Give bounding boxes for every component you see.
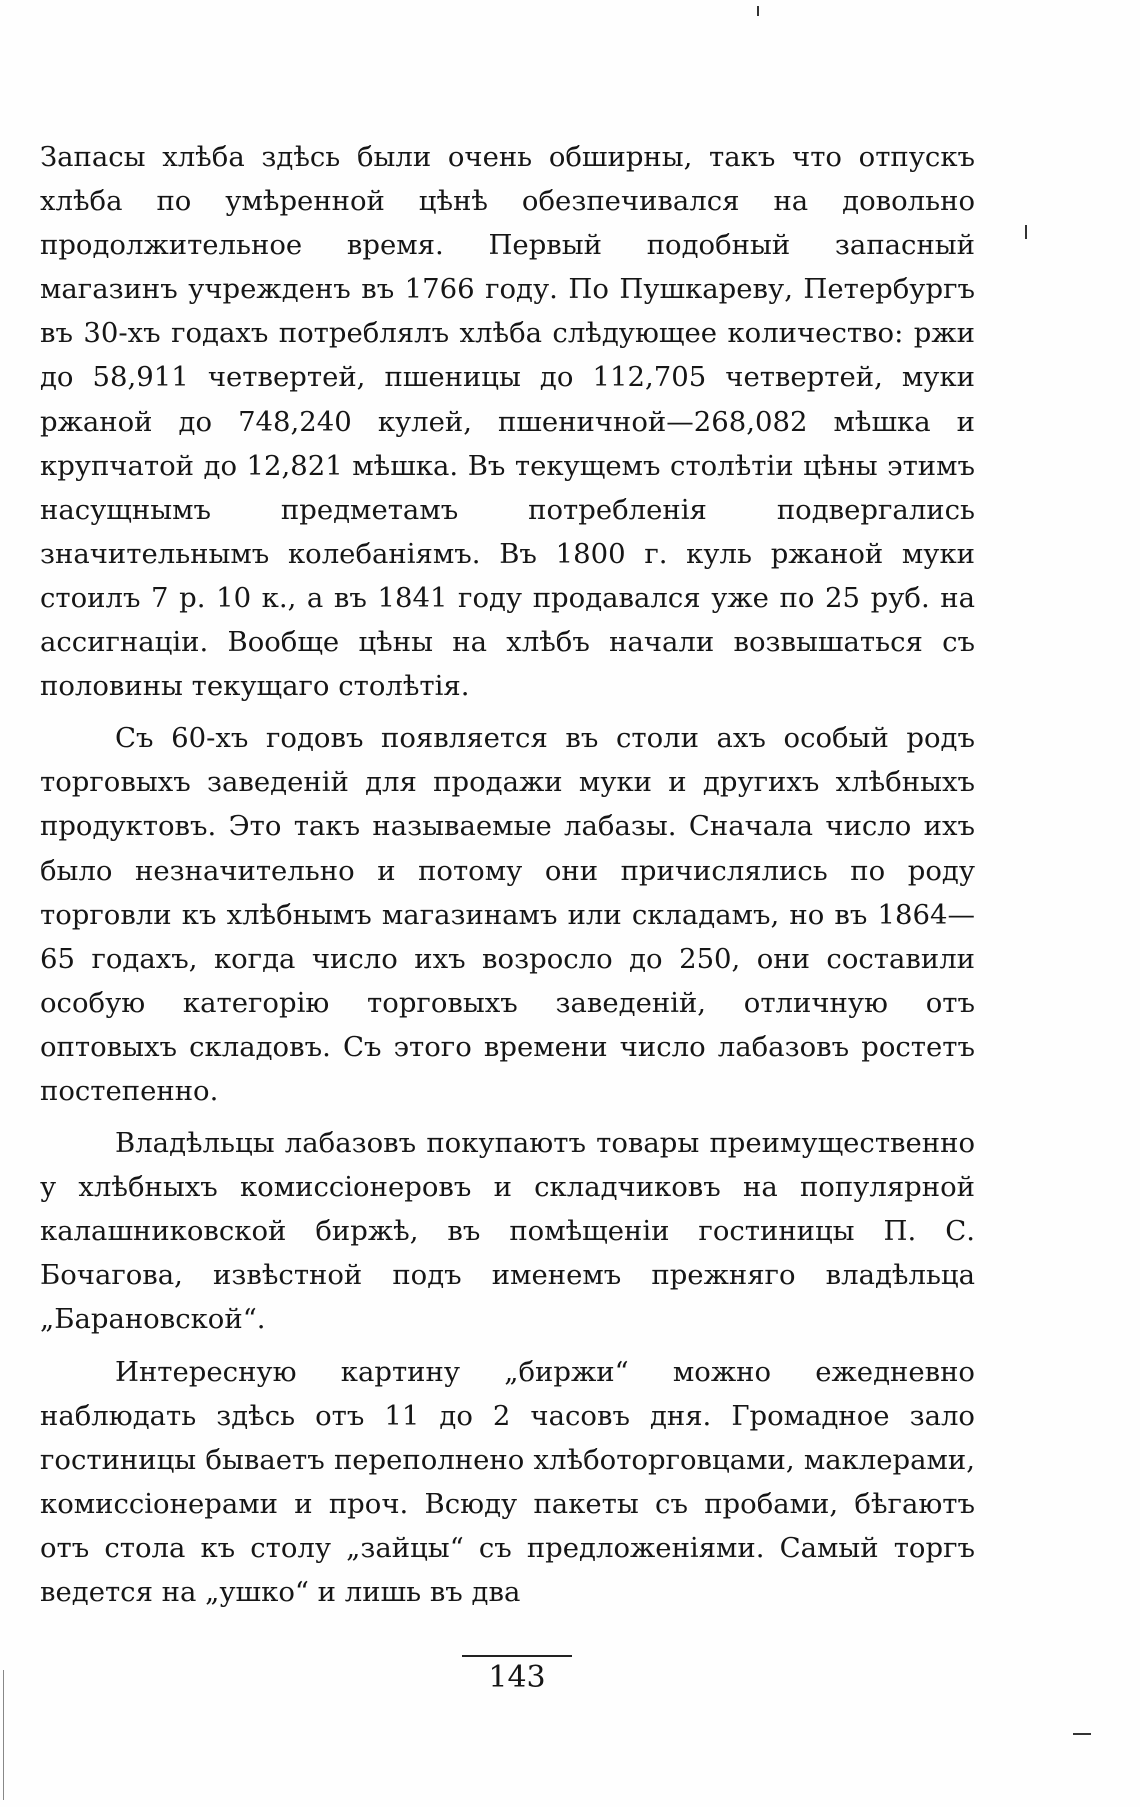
paragraph: Владѣльцы лабазовъ покупаютъ товары преимущественно у хлѣбныхъ комиссіонеровъ и складчиковъ на популярной калашниковской биржѣ, въ помѣщеніи гостиницы П. С. Бочагова, извѣстной подъ именемъ прежняго владѣльца „Барановской“. (40, 1127, 975, 1336)
paragraph: Съ 60-хъ годовъ появляется въ столи ахъ особый родъ торговыхъ заведеній для продажи муки и другихъ хлѣбныхъ продуктовъ. Это такъ называемые лабазы. Сначала число ихъ было незначительно и потому они причислялись по роду торговли къ хлѣбнымъ магазинамъ или складамъ, но въ 1864—65 годахъ, когда число ихъ возросло до 250, они составили особую категорію торговыхъ заведеній, отличную отъ оптовыхъ складовъ. Съ этого времени число лабазовъ ростетъ постепенно. (40, 722, 975, 1107)
body-text (40, 135, 975, 1622)
page-number-rule (462, 1655, 572, 1657)
scan-speck (1073, 1733, 1091, 1735)
scan-edge-line (3, 1670, 4, 1800)
paragraph: Интересную картину „биржи“ можно ежедневно наблюдать здѣсь отъ 11 до 2 часовъ дня. Громадное зало гостиницы бываетъ переполнено хлѣботорговцами, маклерами, комиссіонерами и проч. Всюду пакеты съ пробами, бѣгаютъ отъ стола къ столу „зайцы“ съ предложеніями. Самый торгъ ведется на „ушко“ и лишь въ два (40, 1355, 975, 1608)
scan-speck (757, 6, 759, 16)
page-number: 143 (488, 1660, 546, 1695)
scan-speck (1025, 225, 1027, 239)
paragraph: Запасы хлѣба здѣсь были очень обширны, такъ что отпускъ хлѣба по умѣренной цѣнѣ обезпечивался на довольно продолжительное время. Первый подобный запасный магазинъ учрежденъ въ 1766 году. По Пушкареву, Петербургъ въ 30-хъ годахъ потреблялъ хлѣба слѣдующее количество: ржи до 58,911 четвертей, пшеницы до 112,705 четвертей, муки ржаной до 748,240 кулей, пшеничной—268,082 мѣшка и крупчатой до 12,821 мѣшка. Въ текущемъ столѣтіи цѣны этимъ насущнымъ предметамъ потребленія подвергались значительнымъ колебаніямъ. Въ 1800 г. куль ржаной муки стоилъ 7 р. 10 к., а въ 1841 году продавался уже по 25 руб. на ассигнаціи. Вообще цѣны на хлѣбъ начали возвышаться съ половины текущаго столѣтія. (40, 141, 975, 703)
